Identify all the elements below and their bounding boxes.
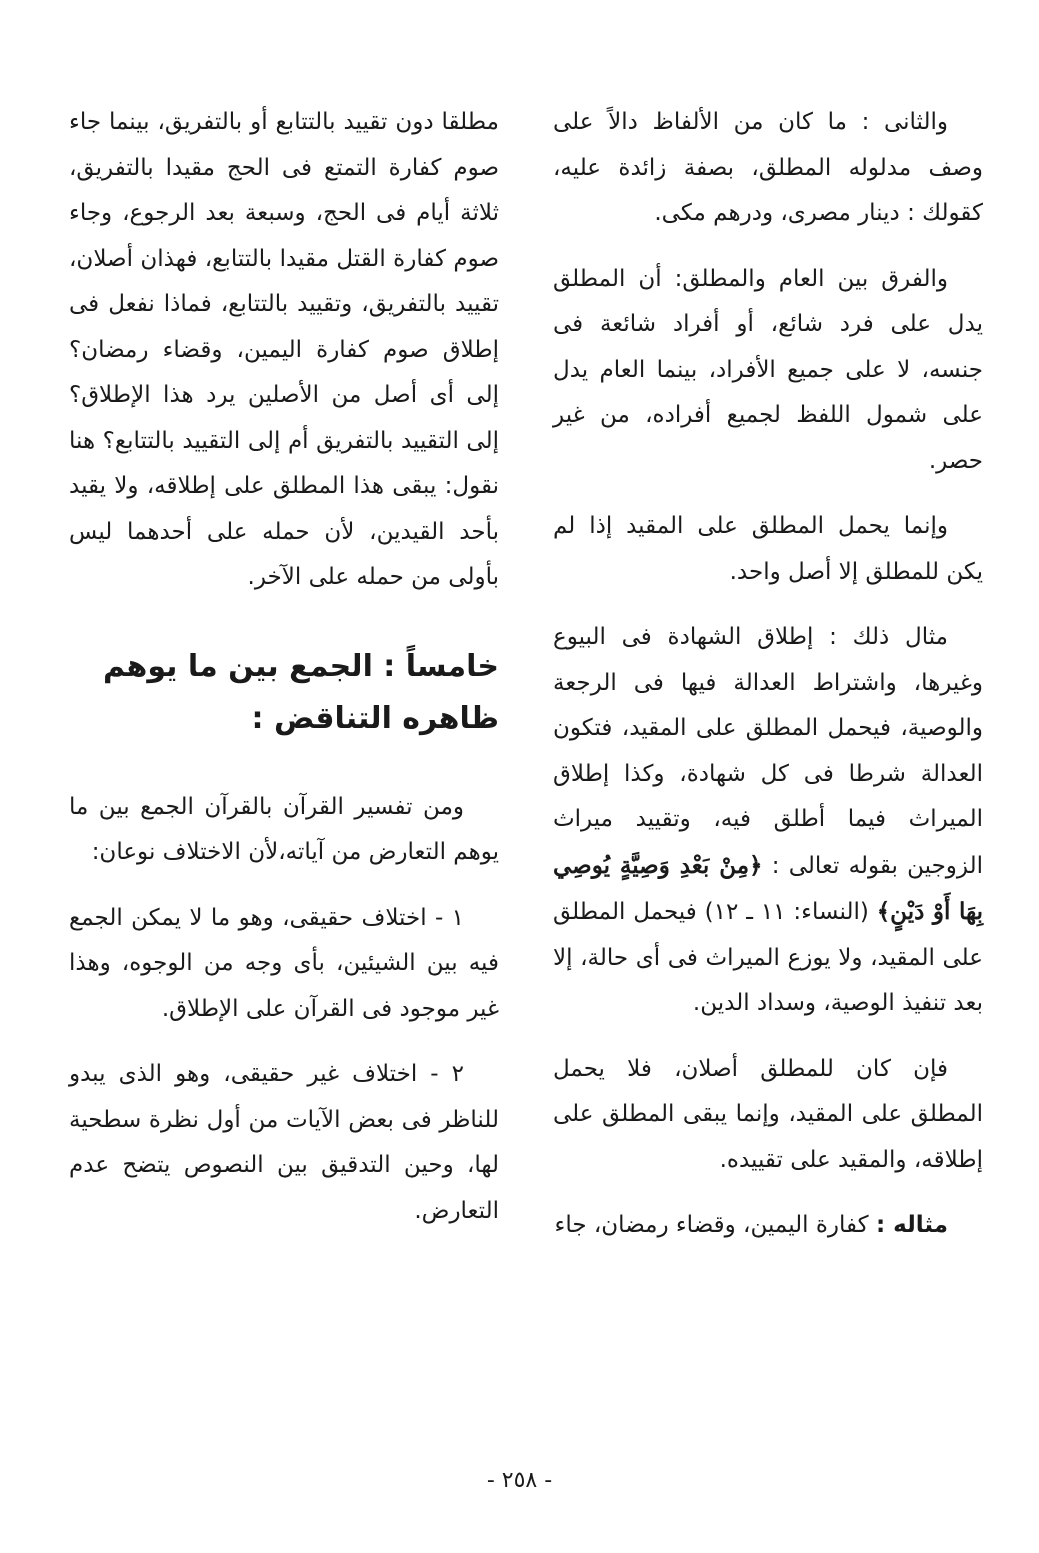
page-number: - ٢٥٨ - xyxy=(486,1468,553,1493)
example-rest: (النساء: ١١ ـ ١٢) فيحمل المطلق على المقيد، ولا يوزع الميراث فى أى حالة، إلا بعد تنفيذ الوصية، وسداد الدين. xyxy=(553,899,983,1016)
example-intro: مثال ذلك : إطلاق الشهادة فى البيوع وغيرها، واشتراط العدالة فيها فى الرجعة والوصية، فيحمل المطلق على المقيد، فتكون العدالة شرطا فى كل شهادة، وكذا إطلاق الميراث فيما أطلق فيه، وتقييد ميراث الزوجين بقوله تعالى : xyxy=(553,624,984,879)
paragraph-intro-contradiction: ومن تفسير القرآن بالقرآن الجمع بين ما يوهم التعارض من آياته،لأن الاختلاف نوعان: xyxy=(69,793,499,865)
example-text: كفارة اليمين، وقضاء رمضان، جاء xyxy=(554,1212,876,1238)
paragraph-mutlaq-description: والثانى : ما كان من الألفاظ دالاً على وصف مدلوله المطلق، بصفة زائدة عليه، كقولك : دينار مصرى، ودرهم مكى. xyxy=(553,109,983,226)
list-item-real-difference: ١ - اختلاف حقيقى، وهو ما لا يمكن الجمع فيه بين الشيئين، بأى وجه من الوجوه، وهذا غير موجود فى القرآن على الإطلاق. xyxy=(69,904,499,1022)
paragraph-example-kaffarah xyxy=(553,1203,983,1249)
paragraph-difference-aam-mutlaq: والفرق بين العام والمطلق: أن المطلق يدل على فرد شائع، أو أفراد شائعة فى جنسه، لا على جميع الأفراد، بينما العام يدل على شمول اللفظ لجميع أفراده، من غير حصر. xyxy=(553,265,983,474)
list-item-apparent-difference: ٢ - اختلاف غير حقيقى، وهو الذى يبدو للناظر فى بعض الآيات من أول نظرة سطحية لها، وحين التدقيق بين النصوص يتضح عدم التعارض. xyxy=(69,1061,499,1224)
paragraph-single-origin: وإنما يحمل المطلق على المقيد إذا لم يكن للمطلق إلا أصل واحد. xyxy=(553,513,983,585)
left-column xyxy=(69,100,499,1234)
right-column xyxy=(553,100,983,1249)
paragraph-continuation: مطلقا دون تقييد بالتتابع أو بالتفريق، بينما جاء صوم كفارة التمتع فى الحج مقيدا بالتفريق، ثلاثة أيام فى الحج، وسبعة بعد الرجوع، وجاء صوم كفارة القتل مقيدا بالتتابع، فهذان أصلان، تقييد بالتفريق، وتقييد بالتتابع، فماذا نفعل فى إطلاق صوم كفارة اليمين، وقضاء رمضان؟ إلى أى أصل من الأصلين يرد هذا الإطلاق؟ إلى التقييد بالتفريق أم إلى التقييد بالتتابع؟ هنا نقول: يبقى هذا المطلق على إطلاقه، ولا يقيد بأحد القيدين، لأن حمله على أحدهما ليس بأولى من حمله على الآخر. xyxy=(69,109,499,590)
paragraph-two-origins: فإن كان للمطلق أصلان، فلا يحمل المطلق على المقيد، وإنما يبقى المطلق على إطلاقه، والمقيد على تقييده. xyxy=(553,1055,983,1173)
paragraph-example-testimony xyxy=(553,615,983,1027)
section-heading: خامساً : الجمع بين ما يوهم ظاهره التناقض : xyxy=(103,648,499,736)
quran-verse: ﴿مِنْ بَعْدِ وَصِيَّةٍ يُوصِي بِهَا أَوْ دَيْنٍ﴾ xyxy=(553,851,983,925)
example-label: مثاله : xyxy=(875,1212,948,1238)
